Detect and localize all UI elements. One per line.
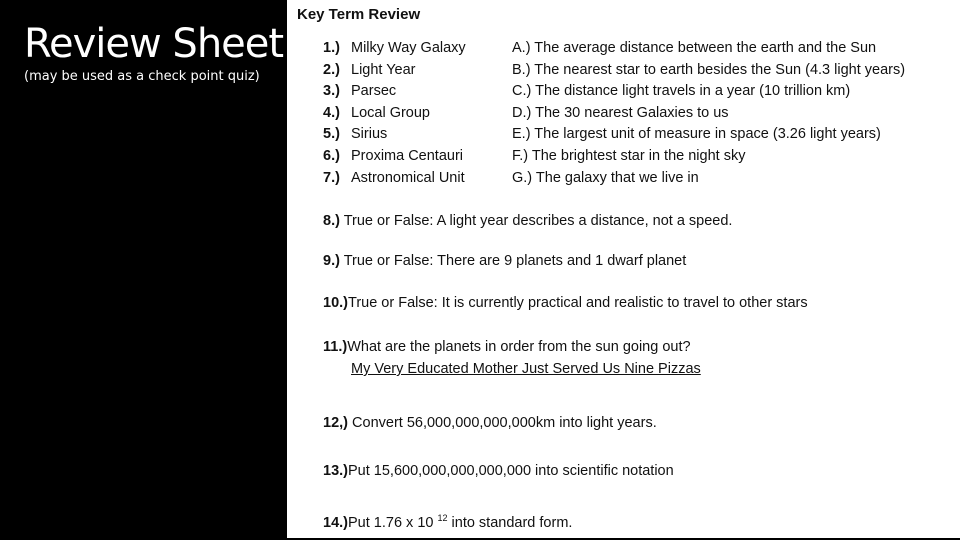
planet-mnemonic: My Very Educated Mother Just Served Us Nine Pizzas [351,361,701,377]
term-label: Proxima Centauri [351,148,464,164]
question-8 [323,211,732,231]
definition-row: E.) The largest unit of measure in space (3.26 light years) [512,126,881,142]
question-number: 11.) [323,339,348,355]
question-text: Put 15,600,000,000,000,000 into scientific notation [348,463,674,479]
term-label: Parsec [351,83,397,99]
question-text: True or False: It is currently practical and realistic to travel to other stars [348,295,808,311]
term-label: Milky Way Galaxy [351,40,466,56]
question-10 [323,293,808,313]
definition-row: A.) The average distance between the earth and the Sun [512,40,877,56]
question-number: 10.) [323,295,348,311]
sheet-heading: Key Term Review [297,6,421,23]
question-number: 14.) [323,515,348,531]
question-number: 13.) [323,463,348,479]
definition-row: D.) The 30 nearest Galaxies to us [512,105,729,121]
term-number: 5.) [323,126,340,142]
slide-subtitle: (may be used as a check point quiz) [24,69,260,84]
term-number: 1.) [323,40,340,56]
question-text-suffix: into standard form. [447,515,573,531]
slide-title: Review Sheet [24,21,284,67]
question-13 [323,461,674,481]
term-label: Astronomical Unit [351,170,465,186]
question-text: What are the planets in order from the sun going out? [347,339,691,355]
term-label: Light Year [351,62,416,78]
question-text: True or False: A light year describes a distance, not a speed. [343,213,733,229]
exponent: 12 [437,513,448,523]
question-12 [323,413,657,433]
review-sheet [287,0,960,538]
question-9 [323,251,686,271]
term-number: 6.) [323,148,340,164]
term-number: 2.) [323,62,340,78]
definition-row: B.) The nearest star to earth besides the Sun (4.3 light years) [512,62,906,78]
term-label: Sirius [351,126,388,142]
question-number: 8.) [323,213,340,229]
definition-row: C.) The distance light travels in a year (10 trillion km) [512,83,851,99]
question-number: 9.) [323,253,340,269]
term-number: 4.) [323,105,340,121]
definition-row: G.) The galaxy that we live in [512,170,699,186]
question-number: 12,) [323,415,348,431]
left-panel [0,0,287,540]
question-text: Convert 56,000,000,000,000km into light years. [352,415,657,431]
question-text-prefix: Put 1.76 x 10 [348,515,434,531]
question-text: True or False: There are 9 planets and 1 dwarf planet [343,253,687,269]
term-number: 3.) [323,83,340,99]
definition-row: F.) The brightest star in the night sky [512,148,746,164]
term-label: Local Group [351,105,430,121]
question-11 [323,337,691,357]
term-number: 7.) [323,170,340,186]
question-14 [323,508,572,533]
